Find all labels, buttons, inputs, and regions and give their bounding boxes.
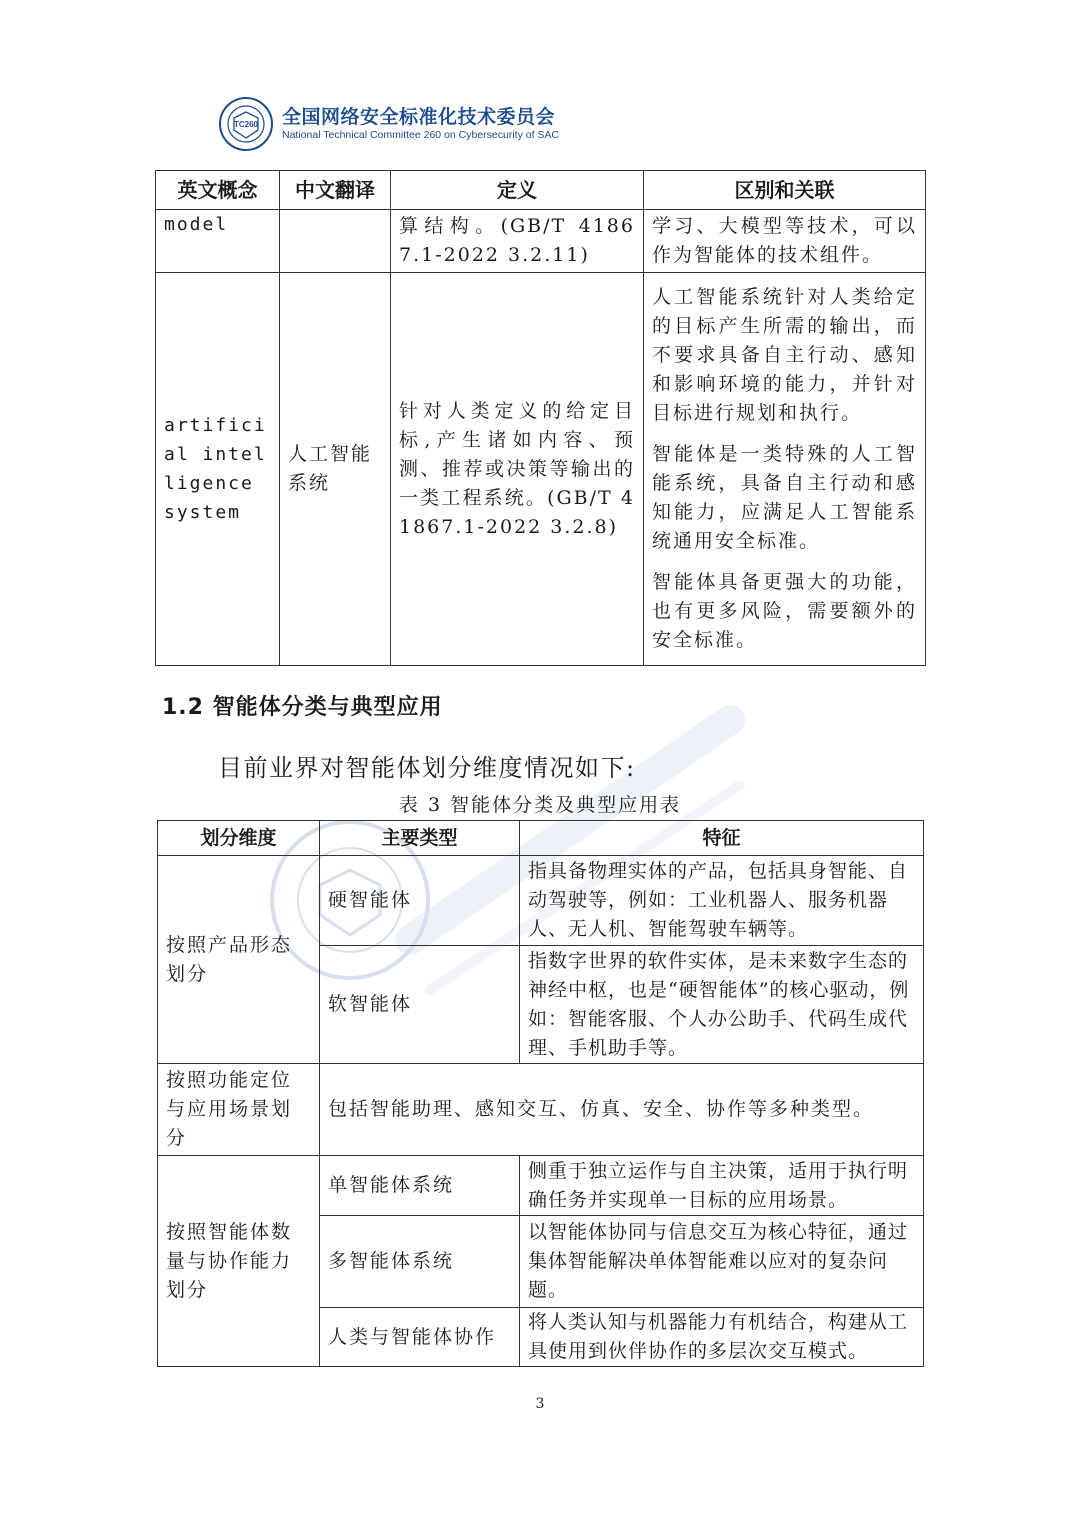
chinese-term: 人工智能系统 — [280, 273, 391, 666]
difference-cell — [644, 273, 926, 666]
table-row — [158, 1064, 924, 1156]
page-header — [218, 96, 559, 152]
feature-cell: 将人类认知与机器能力有机结合，构建从工具使用到伙伴协作的多层次交互模式。 — [520, 1308, 924, 1367]
difference-paragraph: 人工智能系统针对人类给定的目标产生所需的输出，而不要求具备自主行动、感知和影响环境的能力，并针对目标进行规划和执行。 — [652, 286, 917, 424]
concept-table-header-row — [156, 171, 926, 210]
column-header-type: 主要类型 — [320, 821, 520, 856]
type-cell: 单智能体系统 — [320, 1156, 520, 1216]
column-header-definition: 定义 — [391, 171, 644, 210]
difference-cell: 学习、大模型等技术，可以作为智能体的技术组件。 — [644, 210, 926, 273]
classification-table — [157, 820, 924, 1367]
org-name-cn: 全国网络安全标准化技术委员会 — [282, 106, 556, 128]
english-term: artificial intelligence system — [156, 273, 280, 666]
column-header-feature: 特征 — [520, 821, 924, 856]
feature-cell: 指数字世界的软件实体，是未来数字生态的神经中枢，也是“硬智能体”的核心驱动，例如：智能客服、个人办公助手、代码生成代理、手机助手等。 — [520, 946, 924, 1064]
classification-table-header-row — [158, 821, 924, 856]
dimension-cell: 按照产品形态划分 — [158, 856, 320, 1064]
logo-text: TC260 — [233, 120, 259, 129]
definition-cell: 针对人类定义的给定目标,产生诸如内容、预测、推荐或决策等输出的一类工程系统。(GB/T 41867.1-2022 3.2.8) — [391, 273, 644, 666]
table-row — [158, 856, 924, 946]
feature-cell: 以智能体协同与信息交互为核心特征，通过集体智能解决单体智能难以应对的复杂问题。 — [520, 1216, 924, 1308]
column-header-chinese: 中文翻译 — [280, 171, 391, 210]
tc260-logo — [218, 96, 274, 152]
body-paragraph: 目前业界对智能体划分维度情况如下: — [218, 754, 636, 782]
page-number: 3 — [535, 1396, 545, 1412]
feature-cell: 指具备物理实体的产品，包括具身智能、自动驾驶等，例如：工业机器人、服务机器人、无人机、智能驾驶车辆等。 — [520, 856, 924, 946]
column-header-difference: 区别和关联 — [644, 171, 926, 210]
english-term: model — [156, 210, 280, 273]
feature-cell: 侧重于独立运作与自主决策，适用于执行明确任务并实现单一目标的应用场景。 — [520, 1156, 924, 1216]
column-header-english: 英文概念 — [156, 171, 280, 210]
chinese-term — [280, 210, 391, 273]
column-header-dimension: 划分维度 — [158, 821, 320, 856]
dimension-cell: 按照功能定位与应用场景划分 — [158, 1064, 320, 1156]
type-cell: 多智能体系统 — [320, 1216, 520, 1308]
concept-table — [155, 170, 926, 666]
table-row — [158, 1156, 924, 1216]
type-cell: 人类与智能体协作 — [320, 1308, 520, 1367]
type-cell: 硬智能体 — [320, 856, 520, 946]
org-name-en: National Technical Committee 260 on Cybersecurity of SAC — [282, 129, 560, 141]
type-cell: 软智能体 — [320, 946, 520, 1064]
definition-cell: 算结构。(GB/T 41867.1-2022 3.2.11) — [391, 210, 644, 273]
table-caption: 表 3 智能体分类及典型应用表 — [398, 794, 682, 816]
difference-paragraph: 智能体是一类特殊的人工智能系统，具备自主行动和感知能力，应满足人工智能系统通用安全标准。 — [652, 443, 917, 552]
table-row — [156, 273, 926, 666]
section-title: 1.2 智能体分类与典型应用 — [162, 695, 443, 720]
feature-cell: 包括智能助理、感知交互、仿真、安全、协作等多种类型。 — [320, 1064, 924, 1156]
table-row — [156, 210, 926, 273]
difference-paragraph: 智能体具备更强大的功能，也有更多风险，需要额外的安全标准。 — [652, 571, 917, 651]
dimension-cell: 按照智能体数量与协作能力划分 — [158, 1156, 320, 1367]
